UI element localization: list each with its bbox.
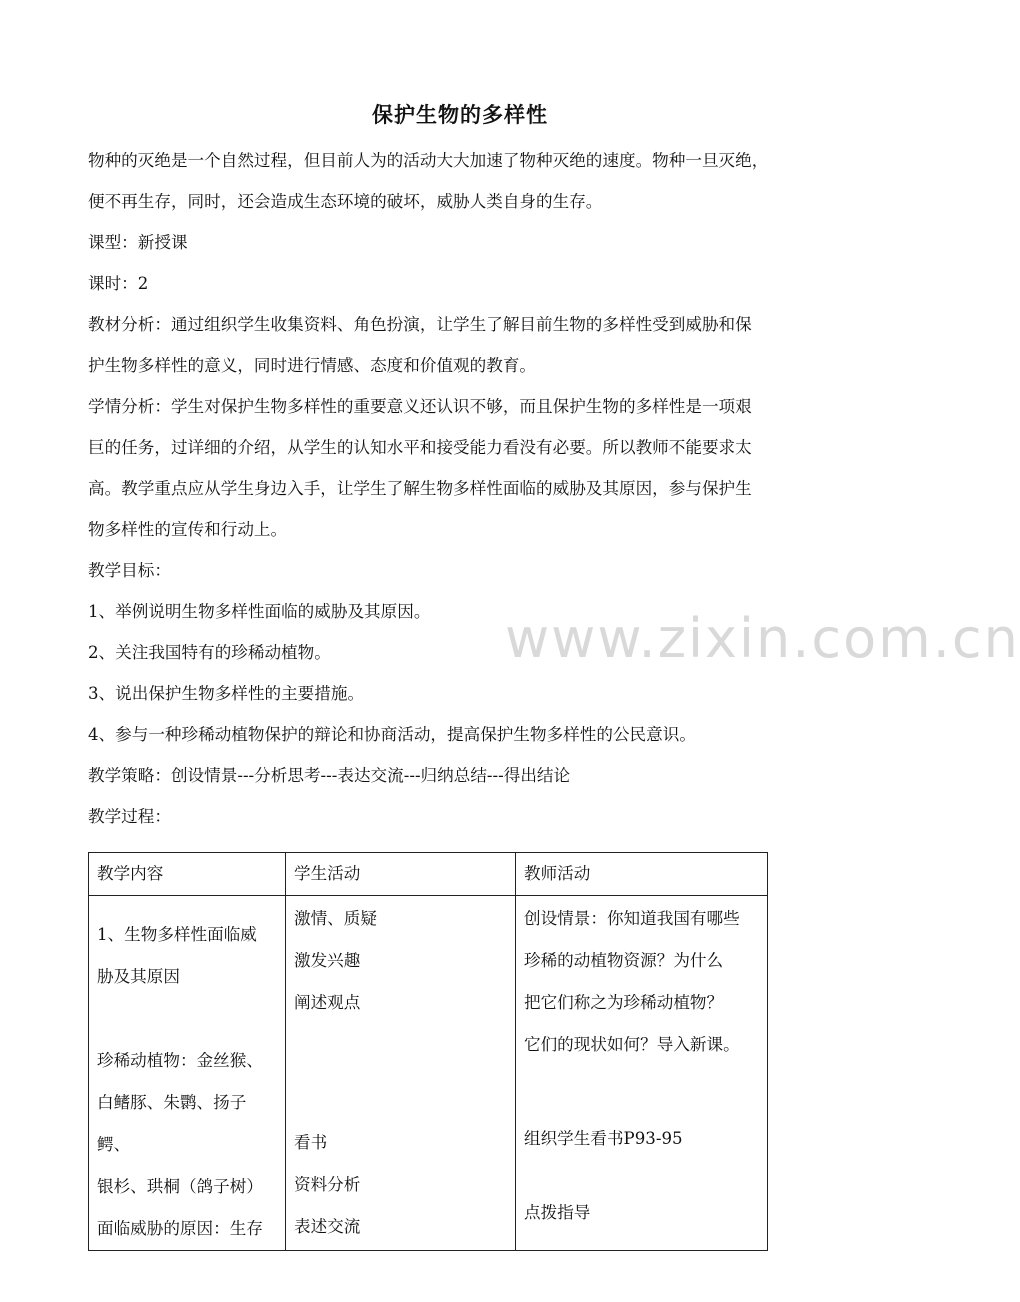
teacher-activity-line: 点拨指导 (524, 1203, 591, 1222)
objective-item: 3、说出保护生物多样性的主要措施。 (88, 684, 365, 703)
objectives-heading: 教学目标： (88, 561, 171, 580)
content-line: 胁及其原因 (97, 967, 180, 986)
header-teaching-content: 教学内容 (89, 853, 286, 896)
content-cell (89, 896, 286, 1251)
learner-analysis-line: 巨的任务，过详细的介绍，从学生的认知水平和接受能力看没有必要。所以教师不能要求太 (88, 438, 752, 457)
student-activity-line: 阐述观点 (294, 993, 361, 1012)
student-activity-line: 资料分析 (294, 1175, 361, 1194)
document-title: 保护生物的多样性 (372, 103, 548, 127)
intro-line: 便不再生存，同时，还会造成生态环境的破坏，威胁人类自身的生存。 (88, 192, 603, 211)
content-line: 白鳍豚、朱鹮、扬子鳄、 (97, 1093, 247, 1154)
document-body (88, 140, 848, 837)
teaching-strategy: 教学策略：创设情景---分析思考---表达交流---归纳总结---得出结论 (88, 766, 571, 785)
content-line: 银杉、珙桐（鸽子树） (97, 1177, 263, 1196)
objective-item: 2、关注我国特有的珍稀动植物。 (88, 643, 331, 662)
teaching-process-table (88, 852, 768, 1251)
student-activity-line: 表述交流 (294, 1217, 361, 1236)
student-activity-line: 看书 (294, 1133, 328, 1152)
objective-item: 1、举例说明生物多样性面临的威胁及其原因。 (88, 602, 431, 621)
material-analysis-line: 护生物多样性的意义，同时进行情感、态度和价值观的教育。 (88, 356, 537, 375)
teacher-activity-cell (516, 896, 768, 1251)
teacher-activity-line: 把它们称之为珍稀动植物？ (524, 993, 724, 1012)
intro-line: 物种的灭绝是一个自然过程，但目前人为的活动大大加速了物种灭绝的速度。物种一旦灭绝， (88, 151, 769, 170)
header-teacher-activity: 教师活动 (516, 853, 768, 896)
process-heading: 教学过程： (88, 807, 171, 826)
learner-analysis-line: 学情分析：学生对保护生物多样性的重要意义还认识不够，而且保护生物的多样性是一项艰 (88, 397, 752, 416)
class-hours: 课时：2 (88, 274, 149, 293)
table-row (89, 896, 768, 1251)
table-header-row (89, 853, 768, 896)
teacher-activity-line: 创设情景：你知道我国有哪些 (524, 909, 740, 928)
objective-item: 4、参与一种珍稀动植物保护的辩论和协商活动，提高保护生物多样性的公民意识。 (88, 725, 696, 744)
material-analysis-line: 教材分析：通过组织学生收集资料、角色扮演，让学生了解目前生物的多样性受到威胁和保 (88, 315, 752, 334)
teacher-activity-line: 它们的现状如何？导入新课。 (524, 1035, 740, 1054)
content-line: 1、生物多样性面临威 (97, 925, 257, 944)
header-student-activity: 学生活动 (286, 853, 516, 896)
course-type: 课型：新授课 (88, 233, 188, 252)
content-line: 珍稀动植物：金丝猴、 (97, 1051, 263, 1070)
student-activity-line: 激情、质疑 (294, 909, 377, 928)
student-activity-cell (286, 896, 516, 1251)
learner-analysis-line: 高。教学重点应从学生身边入手，让学生了解生物多样性面临的威胁及其原因，参与保护生 (88, 479, 752, 498)
learner-analysis-line: 物多样性的宣传和行动上。 (88, 520, 288, 539)
teacher-activity-line: 珍稀的动植物资源？为什么 (524, 951, 724, 970)
student-activity-line: 激发兴趣 (294, 951, 361, 970)
teacher-activity-line: 组织学生看书P93-95 (524, 1129, 683, 1148)
watermark: www.zixin.com.cn (505, 607, 1020, 670)
content-line: 面临威胁的原因：生存 (97, 1219, 263, 1238)
